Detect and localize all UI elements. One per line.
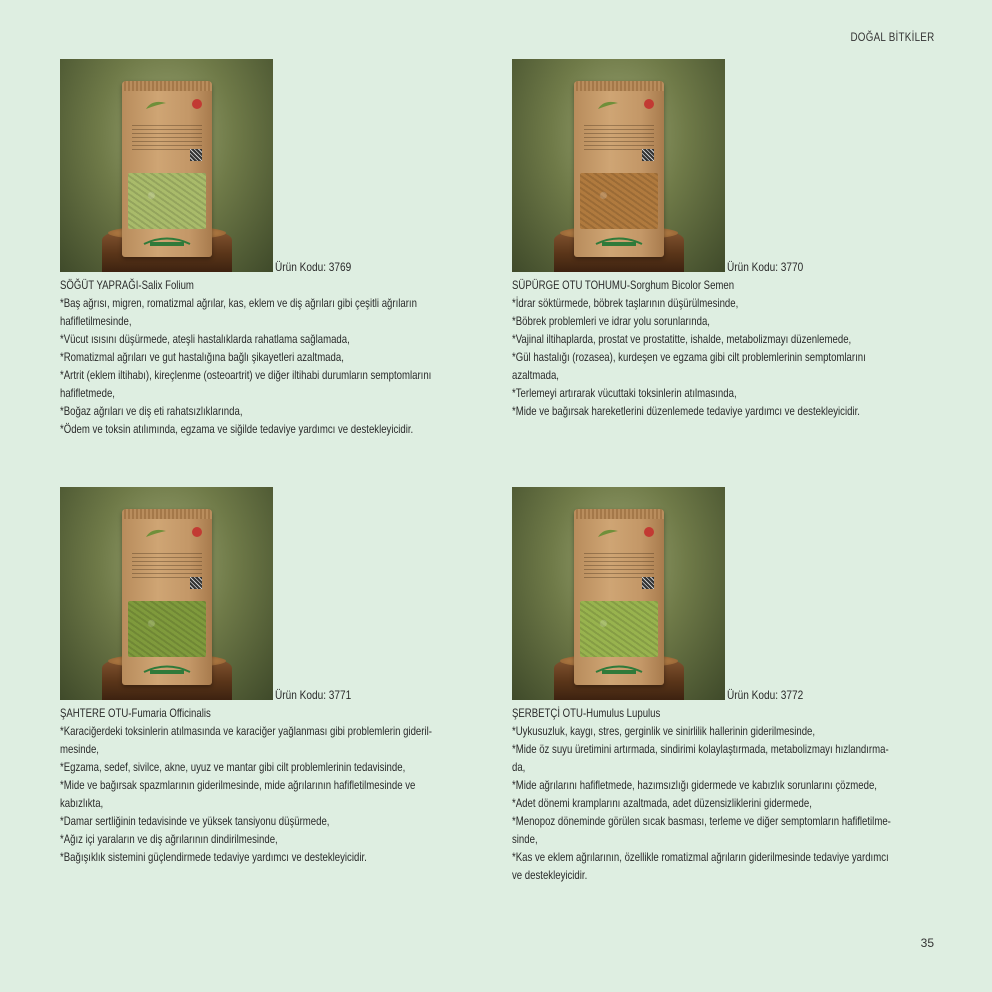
description-line: *Terlemeyi artırarak vücuttaki toksinlerin atılmasında, — [512, 386, 737, 400]
product-card — [512, 59, 952, 420]
product-package — [122, 509, 212, 685]
product-title: SÖĞÜT YAPRAĞI-Salix Folium — [60, 278, 194, 292]
product-photo — [60, 487, 273, 700]
description-line: *Egzama, sedef, sivilce, akne, uyuz ve mantar gibi cilt problemlerinin tedavisinde, — [60, 760, 406, 774]
description-line: *Mide ve bağırsak hareketlerini düzenlemede tedaviye yardımcı ve destekleyicidir. — [512, 404, 860, 418]
product-photo — [512, 59, 725, 272]
description-line: hafifletmede, — [60, 386, 115, 400]
product-title: ŞAHTERE OTU-Fumaria Officinalis — [60, 706, 211, 720]
description-line: ve destekleyicidir. — [512, 868, 588, 882]
product-package — [122, 81, 212, 257]
description-line: da, — [512, 760, 526, 774]
product-description — [60, 722, 476, 866]
product-code: Ürün Kodu: 3771 — [275, 688, 352, 702]
description-line: *Adet dönemi kramplarını azaltmada, adet düzensizliklerini gidermede, — [512, 796, 812, 810]
description-line: hafifletilmesinde, — [60, 314, 132, 328]
description-line: *Ödem ve toksin atılımında, egzama ve siğilde tedaviye yardımcı ve destekleyicidir. — [60, 422, 414, 436]
description-line: *Menopoz döneminde görülen sıcak basması, terleme ve diğer semptomların hafifletilme- — [512, 814, 891, 828]
description-line: *Gül hastalığı (rozasea), kurdeşen ve egzama gibi cilt problemlerinin semptomlarını — [512, 350, 866, 364]
description-line: *Kas ve eklem ağrılarının, özellikle romatizmal ağrıların giderilmesinde tedaviye yardımcı — [512, 850, 889, 864]
description-line: *Karaciğerdeki toksinlerin atılmasında ve karaciğer yağlanması gibi problemlerin gideril- — [60, 724, 432, 738]
product-description — [512, 294, 928, 420]
description-line: *Mide ve bağırsak spazmlarının giderilmesinde, mide ağrılarının hafifletilmesinde ve — [60, 778, 416, 792]
description-line: kabızlıkta, — [60, 796, 104, 810]
description-line: mesinde, — [60, 742, 99, 756]
description-line: *Uykusuzluk, kaygı, stres, gerginlik ve sinirlilik hallerinin giderilmesinde, — [512, 724, 816, 738]
description-line: *Mide öz suyu üretimini artırmada, sindirimi kolaylaştırmada, metabolizmayı hızlandırma- — [512, 742, 889, 756]
product-package — [574, 81, 664, 257]
product-photo — [60, 59, 273, 272]
product-photo — [512, 487, 725, 700]
package-window — [128, 173, 206, 229]
description-line: *Damar sertliğinin tedavisinde ve yüksek tansiyonu düşürmede, — [60, 814, 330, 828]
description-line: *Ağız içi yaraların ve diş ağrılarının dindirilmesinde, — [60, 832, 278, 846]
description-line: *Böbrek problemleri ve idrar yolu sorunlarında, — [512, 314, 710, 328]
package-window — [128, 601, 206, 657]
package-window — [580, 601, 658, 657]
product-card — [60, 59, 500, 438]
description-line: *Artrit (eklem iltihabı), kireçlenme (osteoartrit) ve diğer iltihabi durumların semptomlarını — [60, 368, 432, 382]
product-package — [574, 509, 664, 685]
description-line: *Vücut ısısını düşürmede, ateşli hastalıklarda rahatlama sağlamada, — [60, 332, 350, 346]
product-title: SÜPÜRGE OTU TOHUMU-Sorghum Bicolor Semen — [512, 278, 735, 292]
product-code: Ürün Kodu: 3772 — [727, 688, 804, 702]
product-title: ŞERBETÇİ OTU-Humulus Lupulus — [512, 706, 661, 720]
description-line: *Bağışıklık sistemini güçlendirmede tedaviye yardımcı ve destekleyicidir. — [60, 850, 367, 864]
description-line: *Romatizmal ağrıları ve gut hastalığına bağlı şikayetleri azaltmada, — [60, 350, 344, 364]
description-line: *Mide ağrılarını hafifletmede, hazımsızlığı gidermede ve kabızlık sorunlarını çözmede, — [512, 778, 877, 792]
product-description — [512, 722, 928, 884]
section-header: DOĞAL BİTKİLER — [849, 30, 934, 44]
description-line: *Boğaz ağrıları ve diş eti rahatsızlıklarında, — [60, 404, 243, 418]
description-line: sinde, — [512, 832, 538, 846]
product-code: Ürün Kodu: 3769 — [275, 260, 352, 274]
product-code: Ürün Kodu: 3770 — [727, 260, 804, 274]
description-line: *İdrar söktürmede, böbrek taşlarının düşürülmesinde, — [512, 296, 739, 310]
description-line: *Vajinal iltihaplarda, prostat ve prostatitte, ishalde, metabolizmayı düzenlemede, — [512, 332, 852, 346]
product-description — [60, 294, 476, 438]
description-line: *Baş ağrısı, migren, romatizmal ağrılar, kas, eklem ve diş ağrıları gibi çeşitli ağrıların — [60, 296, 417, 310]
page-number: 35 — [920, 936, 934, 950]
product-card — [60, 487, 500, 866]
product-card — [512, 487, 952, 884]
description-line: azaltmada, — [512, 368, 559, 382]
package-window — [580, 173, 658, 229]
